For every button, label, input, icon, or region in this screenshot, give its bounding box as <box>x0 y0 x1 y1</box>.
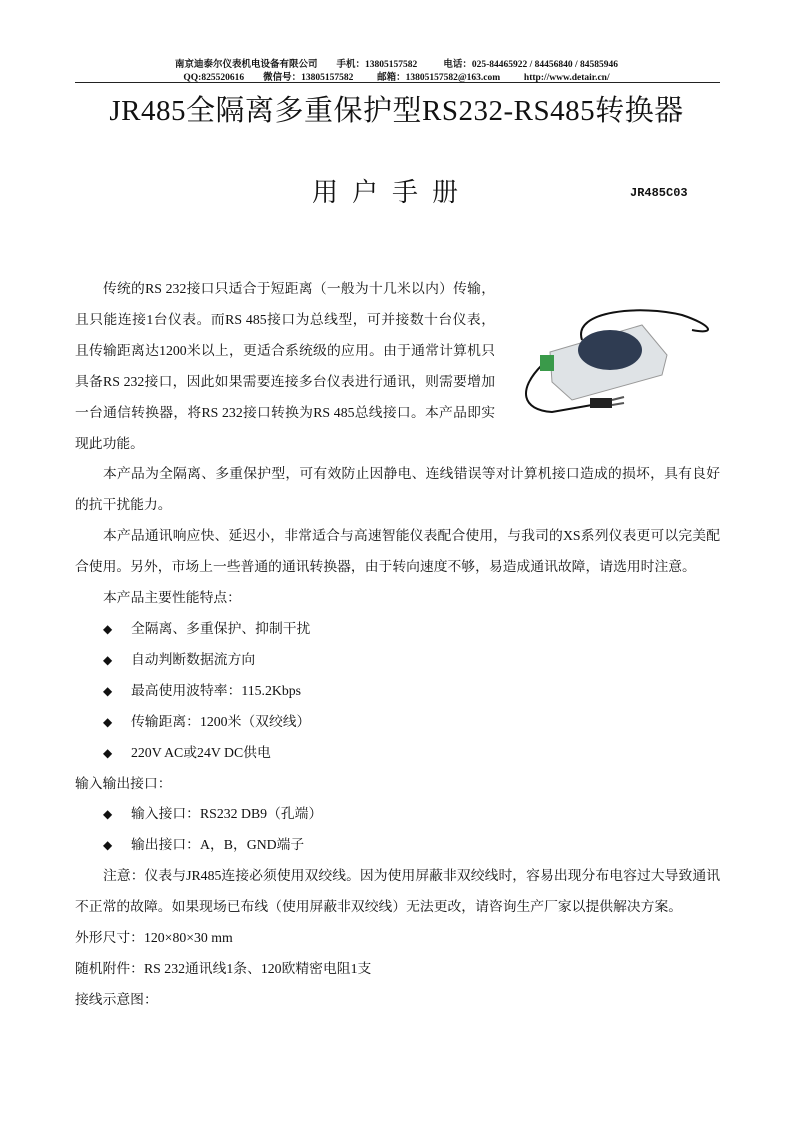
response-paragraph: 本产品通讯响应快、延迟小，非常适合与高速智能仪表配合使用，与我司的XS系列仪表更可以完美配合使用。另外，市场上一些普通的通讯转换器，由于转向速度不够，易造成通讯故障，请选用时注意。 <box>75 528 720 575</box>
feature-text: 传输距离：1200米（双绞线） <box>131 713 311 729</box>
document-body <box>75 274 720 1016</box>
bullet-diamond-icon: ◆ <box>103 714 113 729</box>
bullet-diamond-icon: ◆ <box>103 807 113 822</box>
accessories-line: 随机附件：RS 232通讯线1条、120欧精密电阻1支 <box>75 960 372 976</box>
bullet-diamond-icon: ◆ <box>103 621 113 636</box>
bullet-diamond-icon: ◆ <box>103 652 113 667</box>
document-subtitle: 用户手册 <box>312 178 473 207</box>
feature-text: 最高使用波特率：115.2Kbps <box>131 682 302 698</box>
size-line: 外形尺寸：120×80×30 mm <box>75 930 233 946</box>
model-code: JR485C03 <box>630 186 688 200</box>
header-divider <box>75 82 720 83</box>
io-item <box>75 830 720 861</box>
feature-text: 220V AC或24V DC供电 <box>131 744 271 760</box>
io-text: 输入接口：RS232 DB9（孔端） <box>131 806 323 822</box>
header-contact-line1: 南京迪泰尔仪表机电设备有限公司 手机：13805157582 电话：025-84465922 / 84456840 / 84585946 <box>174 60 619 70</box>
io-text: 输出接口：A，B，GND端子 <box>131 837 305 853</box>
feature-item <box>75 676 720 707</box>
feature-text: 自动判断数据流方向 <box>131 651 256 667</box>
bullet-diamond-icon: ◆ <box>103 838 113 853</box>
features-heading: 本产品主要性能特点： <box>103 590 241 606</box>
feature-item <box>75 614 720 645</box>
io-heading: 输入输出接口： <box>75 775 172 791</box>
bullet-diamond-icon: ◆ <box>103 745 113 760</box>
feature-item <box>75 645 720 676</box>
io-item <box>75 799 720 830</box>
feature-item <box>75 738 720 769</box>
feature-item <box>75 707 720 738</box>
isolation-paragraph: 本产品为全隔离、多重保护型，可有效防止因静电、连线错误等对计算机接口造成的损坏，具有良好的抗干扰能力。 <box>75 466 720 513</box>
feature-text: 全隔离、多重保护、抑制干扰 <box>131 620 311 636</box>
note-paragraph: 注意：仪表与JR485连接必须使用双绞线。因为使用屏蔽非双绞线时，容易出现分布电容过大导致通讯不正常的故障。如果现场已布线（使用屏蔽非双绞线）无法更改，请咨询生产厂家以提供解决方案。 <box>75 868 720 915</box>
bullet-diamond-icon: ◆ <box>103 683 113 698</box>
document-title: JR485全隔离多重保护型RS232-RS485转换器 <box>109 95 684 127</box>
wiring-heading: 接线示意图： <box>75 991 158 1007</box>
intro-paragraph: 传统的RS 232接口只适合于短距离（一般为十几米以内）传输，且只能连接1台仪表。而RS 485接口为总线型，可并接数十台仪表，且传输距离达1200米以上，更适合系统级的应用。由于通常计算机只具备RS 232接口，因此如果需要连接多台仪表进行通讯，则需要增加一台通信转换器，将RS 232接口转换为RS 485总线接口。本产品即实现此功能。 <box>75 281 495 451</box>
header-contact-line2: QQ:825520616 微信号：13805157582 邮箱：13805157582@163.com http://www.detair.cn/ <box>183 73 610 83</box>
